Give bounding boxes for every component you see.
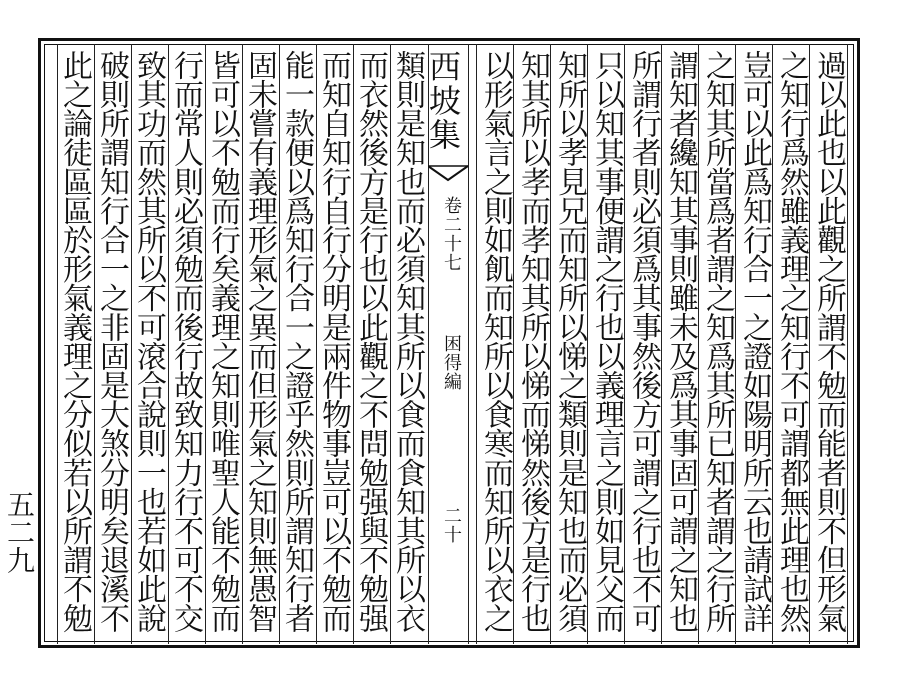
- text-column: 破則所謂知行合一之非固是大煞分明矣退溪不: [94, 50, 129, 633]
- center-rule: [468, 44, 469, 644]
- column-rule: [242, 44, 243, 644]
- column-rule: [550, 44, 551, 644]
- column-rule: [772, 44, 773, 644]
- column-rule: [587, 44, 588, 644]
- text-column: 致其功而然其所以不可滾合說則一也若如此說: [131, 50, 166, 633]
- column-rule: [809, 44, 810, 644]
- column-rule: [698, 44, 699, 644]
- text-column: 知其所以孝而孝知其所以悌而悌然後方是行也: [515, 50, 550, 633]
- text-column: 行而常人則必須勉而後行故致知力行不可不交: [168, 50, 203, 633]
- text-column: 過以此也以此觀之所謂不勉而能者則不但形氣: [811, 50, 846, 633]
- text-column: 所謂行者則必須爲其事然後方可謂之行也不可: [626, 50, 661, 633]
- text-column: 謂知者纔知其事則雖未及爲其事固可謂之知也: [663, 50, 698, 633]
- text-column: 之知其所當爲者謂之知爲其所已知者謂之行所: [700, 50, 735, 633]
- column-rule: [735, 44, 736, 644]
- column-rule: [57, 44, 58, 644]
- text-column: 只以知其事便謂之行也以義理言之則如見父而: [589, 50, 624, 633]
- column-rule: [94, 44, 95, 644]
- text-column: 之知行爲然雖義理之知行不可謂都無此理也然: [774, 50, 809, 633]
- text-column: 而知自知行自行分明是兩件物事豈可以不勉而: [316, 50, 351, 633]
- text-column: 豈可以此爲知行合一之證如陽明所云也請試詳: [737, 50, 772, 633]
- folio-number: 二十: [441, 506, 462, 544]
- text-column: 固未嘗有義理形氣之異而但形氣之知則無愚智: [242, 50, 277, 633]
- text-column: 皆可以不勉而行矣義理之知則唯聖人能不勉而: [205, 50, 240, 633]
- text-column: 而衣然後方是行也以此觀之不問勉强與不勉强: [353, 50, 388, 633]
- volume-label: 卷二十七: [441, 196, 462, 272]
- column-rule: [205, 44, 206, 644]
- text-column: 此之論徒區區於形氣義理之分似若以所謂不勉: [57, 50, 92, 633]
- column-rule: [353, 44, 354, 644]
- column-rule: [168, 44, 169, 644]
- book-title: 西坡集: [424, 50, 462, 152]
- column-rule: [661, 44, 662, 644]
- column-rule: [624, 44, 625, 644]
- center-strip: [424, 44, 468, 644]
- column-rule: [131, 44, 132, 644]
- section-label: 困得編: [441, 334, 462, 391]
- text-column: 類則是知也而必須知其所以食而食知其所以衣: [390, 50, 425, 633]
- page-number: 五二九: [3, 490, 36, 574]
- column-rule: [279, 44, 280, 644]
- text-column: 知所以孝見兄而知所以悌之類則是知也而必須: [552, 50, 587, 633]
- fish-tail-ornament: [428, 164, 468, 194]
- column-rule: [513, 44, 514, 644]
- column-rule: [847, 44, 848, 644]
- text-column: 能一款便以爲知行合一之證乎然則所謂知行者: [279, 50, 314, 633]
- text-column: 以形氣言之則如飢而知所以食寒而知所以衣之: [478, 50, 513, 633]
- column-rule: [390, 44, 391, 644]
- column-rule: [476, 44, 477, 644]
- column-rule: [316, 44, 317, 644]
